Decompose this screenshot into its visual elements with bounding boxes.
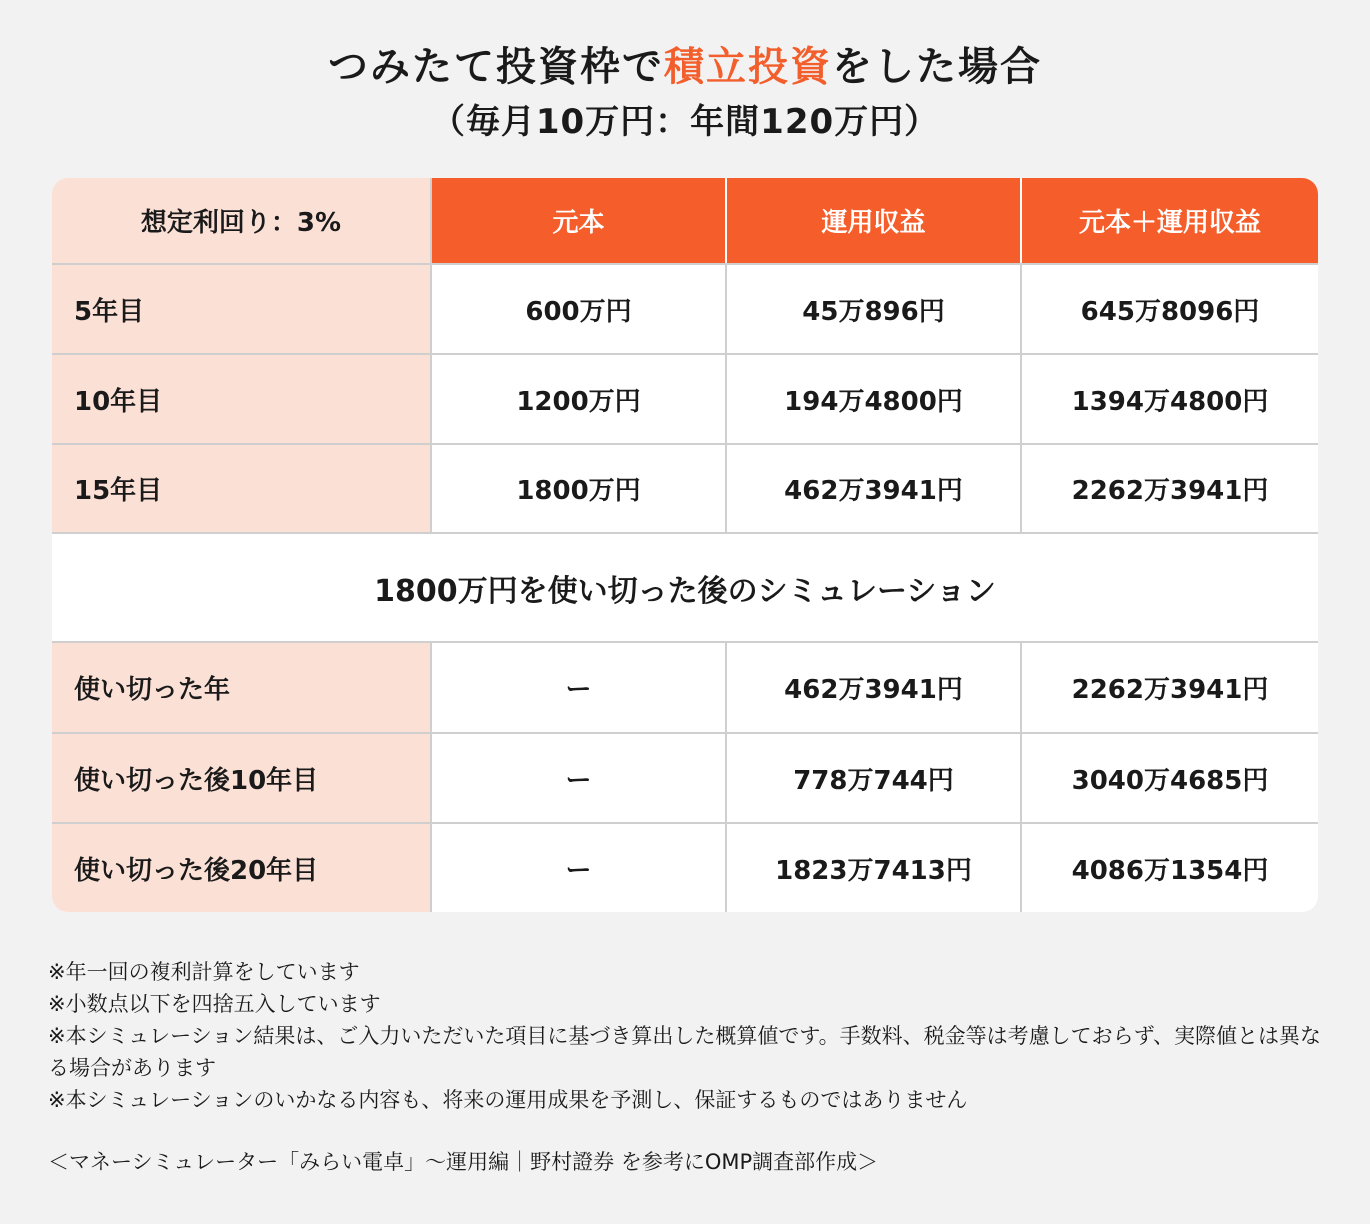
gain-cell: 462万3941円 (727, 643, 1020, 732)
total-cell: 4086万1354円 (1022, 824, 1318, 912)
gain-cell: 45万896円 (727, 265, 1020, 353)
principal-cell: ー (432, 643, 725, 732)
title-highlight: 積立投資 (664, 44, 832, 90)
footnote: ※年一回の複利計算をしています (48, 960, 360, 984)
principal-cell: ー (432, 734, 725, 822)
gain-cell: 462万3941円 (727, 445, 1020, 532)
column-divider (430, 643, 432, 912)
total-cell: 2262万3941円 (1022, 445, 1318, 532)
row-label: 15年目 (52, 445, 430, 532)
total-cell: 2262万3941円 (1022, 643, 1318, 732)
footnote: ※本シミュレーションのいかなる内容も、将来の運用成果を予測し、保証するものではありません (48, 1088, 968, 1112)
title-prefix: つみたて投資枠で (328, 44, 664, 90)
principal-cell: 1200万円 (432, 355, 725, 443)
column-divider (725, 643, 727, 912)
header-principal: 元本 (432, 178, 725, 263)
row-label: 5年目 (52, 265, 430, 353)
header-divider (430, 178, 432, 263)
principal-cell: 1800万円 (432, 445, 725, 532)
footnote: ※小数点以下を四捨五入しています (48, 992, 381, 1016)
row-label: 10年目 (52, 355, 430, 443)
page-title (0, 40, 1370, 94)
page-subtitle: （毎月10万円：年間120万円） (430, 102, 940, 142)
header-divider (725, 178, 727, 263)
column-divider (1020, 643, 1022, 912)
total-cell: 3040万4685円 (1022, 734, 1318, 822)
section-title: 1800万円を使い切った後のシミュレーション (52, 534, 1318, 641)
principal-cell: ー (432, 824, 725, 912)
source-credit: ＜マネーシミュレーター「みらい電卓」〜運用編｜野村證券 を参考にOMP調査部作成＞ (48, 1150, 879, 1174)
total-cell: 645万8096円 (1022, 265, 1318, 353)
footnote: ※本シミュレーション結果は、ご入力いただいた項目に基づき算出した概算値です。手数料、税金等は考慮しておらず、実際値とは異なる場合があります (48, 1024, 1321, 1080)
title-suffix: をした場合 (832, 44, 1042, 90)
header-divider (1020, 178, 1022, 263)
gain-cell: 1823万7413円 (727, 824, 1020, 912)
column-divider (1020, 265, 1022, 532)
row-label: 使い切った年 (52, 643, 430, 732)
header-total: 元本＋運用収益 (1022, 178, 1318, 263)
table-corner-label: 想定利回り：3% (52, 178, 430, 263)
gain-cell: 778万744円 (727, 734, 1020, 822)
row-label: 使い切った後20年目 (52, 824, 430, 912)
simulation-table (52, 178, 1318, 912)
column-divider (430, 265, 432, 532)
total-cell: 1394万4800円 (1022, 355, 1318, 443)
row-label: 使い切った後10年目 (52, 734, 430, 822)
principal-cell: 600万円 (432, 265, 725, 353)
footnotes (48, 956, 1328, 1116)
column-divider (725, 265, 727, 532)
gain-cell: 194万4800円 (727, 355, 1020, 443)
header-gain: 運用収益 (727, 178, 1020, 263)
